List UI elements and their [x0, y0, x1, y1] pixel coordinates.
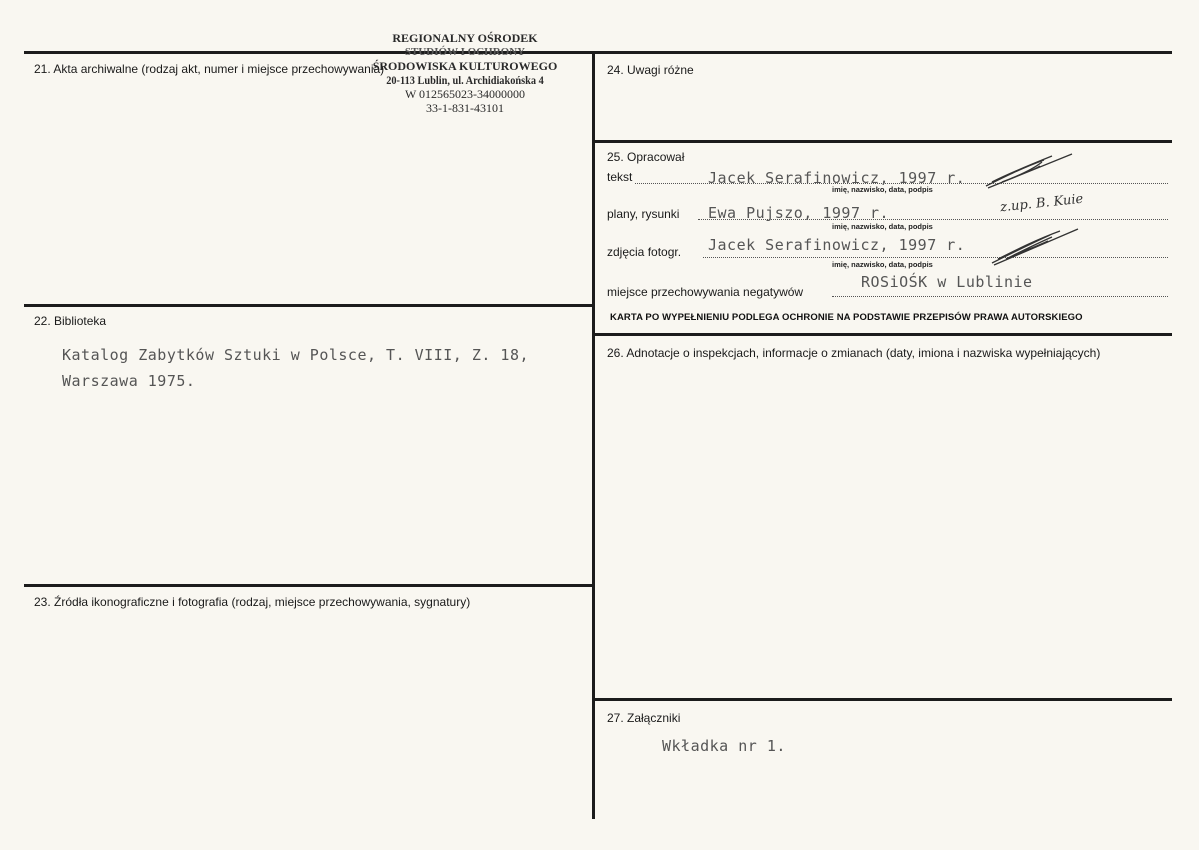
- top-rule: [24, 51, 1172, 54]
- section-24-label: 24. Uwagi różne: [607, 63, 694, 77]
- negatywy-value: ROSiOŚK w Lublinie: [861, 273, 1033, 291]
- section-27-label: 27. Załączniki: [607, 711, 681, 725]
- section-25-label: 25. Opracował: [607, 150, 685, 164]
- center-divider: [592, 51, 595, 819]
- copyright-notice: KARTA PO WYPEŁNIENIU PODLEGA OCHRONIE NA PODSTAWIE PRZEPISÓW PRAWA AUTORSKIEGO: [610, 312, 1083, 323]
- plany-value: Ewa Pujszo, 1997 r.: [708, 204, 890, 222]
- section-26-label: 26. Adnotacje o inspekcjach, informacje o zmianach (daty, imiona i nazwiska wypełniających): [607, 346, 1101, 360]
- stamp-line-1: REGIONALNY OŚRODEK: [392, 31, 538, 45]
- bibliography-line-2: Warszawa 1975.: [62, 372, 196, 390]
- zdjecia-caption: imię, nazwisko, data, podpis: [832, 260, 933, 269]
- stamp-line-6: 33-1-831-43101: [426, 101, 504, 115]
- zdjecia-value: Jacek Serafinowicz, 1997 r.: [708, 236, 966, 254]
- stamp-line-5: W 012565023-34000000: [404, 87, 526, 101]
- zdjecia-dotted-line: [703, 257, 1168, 258]
- left-rule-2: [24, 584, 594, 587]
- zdjecia-signature: [988, 225, 1088, 269]
- section-22-label: 22. Biblioteka: [34, 314, 107, 328]
- plany-signature: z.up. B. Kuie: [999, 191, 1084, 216]
- stamp-line-4: 20-113 Lublin, ul. Archidiakońska 4: [386, 73, 544, 87]
- negatywy-dotted-line: [832, 296, 1168, 297]
- section-23-label: 23. Źródła ikonograficzne i fotografia (rodzaj, miejsce przechowywania, sygnatury): [34, 595, 471, 609]
- right-rule-2: [594, 333, 1172, 336]
- attachments-value: Wkładka nr 1.: [662, 737, 786, 755]
- left-rule-1: [24, 304, 594, 307]
- zdjecia-label: zdjęcia fotogr.: [607, 245, 682, 259]
- stamp-line-2: STUDIÓW I OCHRONY: [404, 46, 526, 58]
- section-21-label: 21. Akta archiwalne (rodzaj akt, numer i miejsce przechowywania): [34, 62, 385, 76]
- right-rule-3: [594, 698, 1172, 701]
- tekst-label: tekst: [607, 170, 633, 184]
- negatywy-label: miejsce przechowywania negatywów: [607, 285, 804, 299]
- tekst-signature: [982, 152, 1082, 192]
- tekst-value: Jacek Serafinowicz, 1997 r.: [708, 169, 966, 187]
- bibliography-line-1: Katalog Zabytków Sztuki w Polsce, T. VIII, Z. 18,: [62, 346, 530, 364]
- tekst-caption: imię, nazwisko, data, podpis: [832, 185, 933, 194]
- plany-caption: imię, nazwisko, data, podpis: [832, 222, 933, 231]
- right-rule-1: [594, 140, 1172, 143]
- plany-label: plany, rysunki: [607, 207, 680, 221]
- stamp-line-3: ŚRODOWISKA KULTUROWEGO: [372, 59, 558, 73]
